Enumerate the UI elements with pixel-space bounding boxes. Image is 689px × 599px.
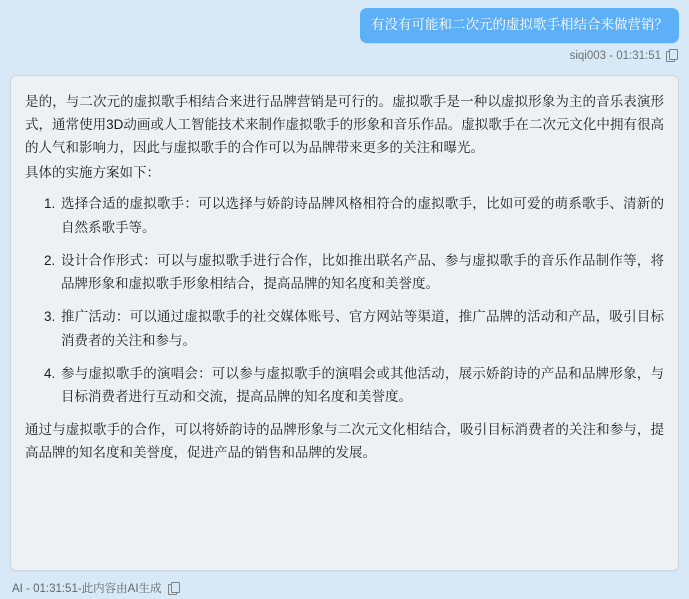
list-item: 4. 参与虚拟歌手的演唱会：可以参与虚拟歌手的演唱会或其他活动，展示娇韵诗的产品和品牌形象，与目标消费者进行互动和交流，提高品牌的知名度和美誉度。: [59, 362, 664, 408]
list-item: 3. 推广活动：可以通过虚拟歌手的社交媒体账号、官方网站等渠道，推广品牌的活动和产品，吸引目标消费者的关注和参与。: [59, 305, 664, 351]
ai-message-timestamp: AI - 01:31:51-此内容由AI生成: [12, 583, 162, 595]
list-item: 2. 设计合作形式：可以与虚拟歌手进行合作，比如推出联名产品、参与虚拟歌手的音乐作品制作等，将品牌形象和虚拟歌手形象相结合，提高品牌的知名度和美誉度。: [59, 249, 664, 295]
user-message-row: [10, 8, 679, 43]
list-item: 1. 选择合适的虚拟歌手：可以选择与娇韵诗品牌风格相符合的虚拟歌手，比如可爱的萌系歌手、清新的自然系歌手等。: [59, 192, 664, 238]
user-message-bubble[interactable]: 有没有可能和二次元的虚拟歌手相结合来做营销？: [360, 8, 679, 43]
user-message-timestamp: siqi003 - 01:31:51: [569, 49, 661, 62]
ai-message-row: [10, 75, 679, 571]
ai-message-meta: [12, 577, 679, 599]
copy-icon[interactable]: [666, 49, 677, 62]
ai-message-bubble[interactable]: [10, 75, 679, 571]
ai-steps-list: [25, 192, 664, 408]
ai-plan-heading: 具体的实施方案如下：: [25, 165, 160, 181]
copy-icon[interactable]: [168, 582, 179, 595]
ai-conclusion-paragraph: 通过与虚拟歌手的合作，可以将娇韵诗的品牌形象与二次元文化相结合，吸引目标消费者的关注和参与，提高品牌的知名度和美誉度，促进产品的销售和品牌的发展。: [25, 422, 664, 461]
ai-intro-paragraph: 是的，与二次元的虚拟歌手相结合来进行品牌营销是可行的。虚拟歌手是一种以虚拟形象为主的音乐表演形式，通常使用3D动画或人工智能技术来制作虚拟歌手的形象和音乐作品。虚拟歌手在二次元文化中拥有很高的人气和影响力，因此与虚拟歌手的合作可以为品牌带来更多的关注和曝光。: [25, 93, 664, 155]
user-message-meta: [10, 48, 677, 64]
